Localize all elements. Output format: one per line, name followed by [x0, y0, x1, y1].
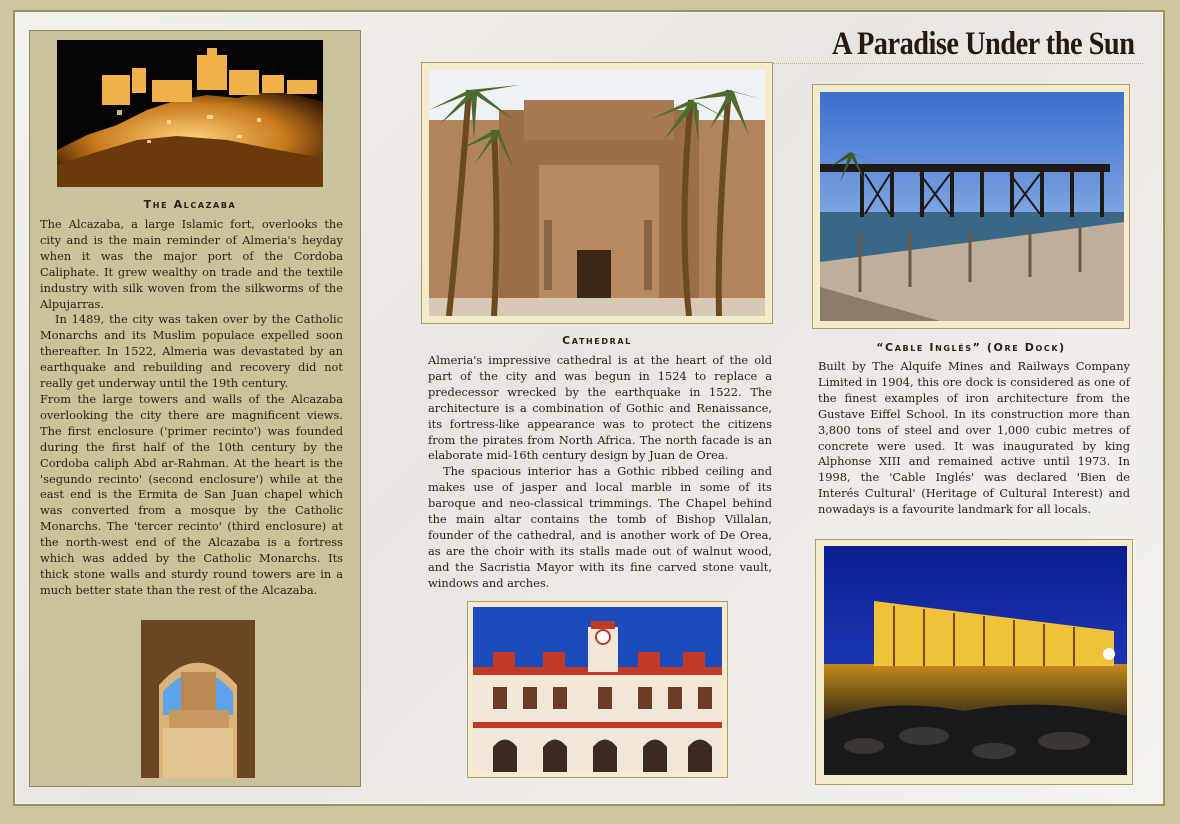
alcazaba-heading: The Alcazaba: [143, 198, 237, 211]
alcazaba-text: [40, 217, 343, 599]
alcazaba-paragraph-1: The Alcazaba, a large Islamic fort, overlooks the city and is the main reminder of Almeria's heyday when it was the major port of the Cordoba Caliphate. It grew wealthy on trade and the textile industry with silk woven from the silkworms of the Alpujarras.: [40, 217, 343, 311]
cathedral-text: [428, 353, 772, 592]
cathedral-heading: Cathedral: [562, 334, 632, 347]
cable-ingles-paragraph-1: Built by The Alquife Mines and Railways Company Limited in 1904, this ore dock is considered as one of the finest examples of iron architecture from the Gustave Eiffel School. In its construction more than 3,800 tons of steel and over 1,000 cubic metres of concrete were used. It was inaugurated by king Alphonse XIII and remained active until 1973. In 1998, the 'Cable Inglés' was declared 'Bien de Interés Cultural' (Heritage of Cultural Interest) and nowadays is a favourite landmark for all locals.: [818, 359, 1130, 517]
cathedral-photo: [429, 70, 765, 316]
cable-ingles-night-photo: [824, 546, 1127, 775]
title-underline: [773, 63, 1143, 64]
alcazaba-paragraph-3: From the large towers and walls of the Alcazaba overlooking the city there are magnificent views. The first enclosure ('primer recinto') was founded during the first half of the 10th century by the Cordoba caliph Abd ar-Rahman. At the heart is the 'segundo recinto' (second enclosure') while at the east end is the Ermita de San Juan chapel which was converted from a mosque by the Catholic Monarchs. The 'tercer recinto' (third enclosure) at the north-west end of the Alcazaba is a fortress which was added by the Catholic Monarchs. Its thick stone walls and sturdy round towers are in a much better state than the rest of the Alcazaba.: [40, 391, 343, 597]
alcazaba-night-photo: [57, 40, 323, 187]
town-hall-photo: [473, 607, 722, 772]
alcazaba-arch-photo: [141, 620, 255, 778]
alcazaba-paragraph-2: In 1489, the city was taken over by the Catholic Monarchs and its Muslim populace expelled soon thereafter. In 1522, Almeria was devastated by an earthquake and rebuilding and recovery did not really get underway until the 19th century.: [40, 312, 343, 391]
cable-ingles-day-photo: [820, 92, 1124, 321]
cable-ingles-heading: “Cable Inglés” (Ore Dock): [876, 341, 1066, 354]
page-title: A Paradise Under the Sun: [832, 26, 1135, 62]
cable-ingles-text: [818, 359, 1130, 518]
cathedral-paragraph-2: The spacious interior has a Gothic ribbed ceiling and makes use of jasper and local marble in some of its baroque and neo-classical trimmings. The Chapel behind the main altar contains the tomb of Bishop Villalan, founder of the cathedral, and is another work of De Orea, as are the choir with its stalls made out of walnut wood, and the Sacristia Mayor with its fine carved stone vault, windows and arches.: [428, 464, 772, 590]
cathedral-paragraph-1: Almeria's impressive cathedral is at the heart of the old part of the city and was begun in 1524 to replace a predecessor wrecked by the earthquake in 1522. The architecture is a combination of Gothic and Renaissance, its fortress-like appearance was to protect the citizens from the pirates from North Africa. The north facade is an elaborate mid-16th century design by Juan de Orea.: [428, 353, 772, 463]
